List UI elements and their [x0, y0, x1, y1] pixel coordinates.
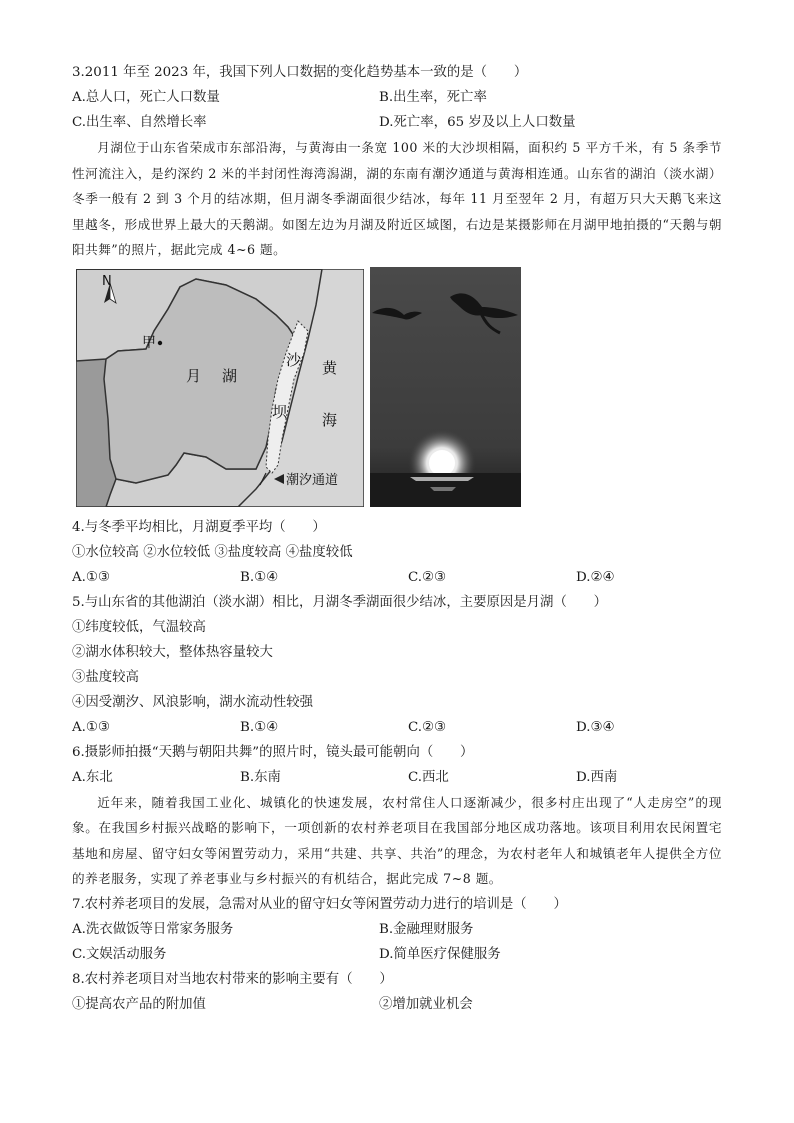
q8-option-2: ②增加就业机会: [379, 996, 473, 1012]
q7-option-b: B.金融理财服务: [379, 921, 474, 937]
sea-label-2: 海: [322, 410, 338, 429]
sun-reflection: [410, 477, 474, 481]
q7-option-d: D.简单医疗保健服务: [379, 946, 501, 962]
q3-option-c: C.出生率、自然增长率: [72, 115, 207, 130]
passage-elderly-care: 近年来，随着我国工业化、城镇化的快速发展，农村常住人口逐渐减少，很多村庄出现了“人走房空”的现象。在我国乡村振兴战略的影响下，一项创新的农村养老项目在我国部分地区成功落地。该项目利用农民闲置宅基地和房屋、留守妇女等闲置劳动力，采用“共建、共享、共治”的理念，为农村老年人和城镇老年人提供全方位的养老服务，实现了养老事业与乡村振兴的有机结合，据此完成 7~8 题。: [72, 794, 722, 886]
q5-option-a: A.①③: [72, 719, 110, 735]
q6-option-b: B.东南: [240, 769, 281, 785]
sun-reflection-2: [430, 487, 456, 491]
q3-option-b: B.出生率，死亡率: [379, 90, 487, 105]
q6-options: [72, 765, 722, 790]
q7-option-c: C.文娱活动服务: [72, 946, 167, 962]
q5-option-d: D.③④: [576, 719, 615, 735]
q7-stem: 7.农村养老项目的发展，急需对从业的留守妇女等闲置劳动力进行的培训是（ ）: [72, 896, 567, 912]
exam-page: [72, 60, 722, 1017]
point-jia-marker: [158, 340, 162, 344]
q3-options-row1: [72, 85, 722, 110]
channel-label: 潮汐通道: [286, 472, 339, 488]
q3-stem: 3.2011 年至 2023 年，我国下列人口数据的变化趋势基本一致的是（ ）: [72, 65, 528, 80]
q4-option-d: D.②④: [576, 569, 615, 585]
q4-option-b: B.①④: [240, 569, 279, 585]
point-jia-label: 甲: [142, 334, 156, 351]
q7-options-row2: [72, 942, 722, 967]
figures: [72, 267, 722, 513]
q6-option-d: D.西南: [576, 769, 618, 785]
q4-options: [72, 565, 722, 590]
q8-option-1: ①提高农产品的附加值: [72, 996, 206, 1012]
q5-stem: 5.与山东省的其他湖泊（淡水湖）相比，月湖冬季湖面很少结冰，主要原因是月湖（ ）: [72, 594, 608, 610]
q5-item-3: ③盐度较高: [72, 669, 139, 685]
passage-yuehu: 月湖位于山东省荣成市东部沿海，与黄海由一条宽 100 米的大沙坝相隔，面积约 5 平方千米，有 5 条季节性河流注入，是约深约 2 米的半封闭性海湾潟湖，湖的东南有潮汐通道与黄海相连通。山东省的湖泊（淡水湖）冬季一般有 2 到 3 个月的结冰期，但月湖冬季湖面很少结冰，每年 11 月至翌年 2 月，有超万只大天鹅飞来这里越冬，形成世界上最大的天鹅湖。如图左边为月湖及附近区域图，右边是某摄影师在月湖甲地拍摄的“天鹅与朝阳共舞”的照片，据此完成 4~6 题。: [72, 140, 722, 257]
sandbar-label-1: 沙: [286, 350, 302, 369]
sea-label-1: 黄: [322, 358, 338, 377]
sun-icon: [429, 450, 455, 476]
swan-sunrise-photo: [370, 267, 521, 507]
q6-stem: 6.摄影师拍摄“天鹅与朝阳共舞”的照片时，镜头最可能朝向（ ）: [72, 744, 474, 760]
lake-label-2: 湖: [222, 366, 238, 385]
q4-choices: ①水位较高 ②水位较低 ③盐度较高 ④盐度较低: [72, 544, 353, 560]
q3-options-row2: [72, 110, 722, 135]
q7-option-a: A.洗衣做饭等日常家务服务: [72, 921, 234, 937]
q4-option-c: C.②③: [408, 569, 447, 585]
q5-options: [72, 715, 722, 740]
q5-item-4: ④因受潮汐、风浪影响，湖水流动性较强: [72, 694, 314, 710]
q5-item-1: ①纬度较低，气温较高: [72, 619, 206, 635]
q6-option-a: A.东北: [72, 769, 113, 785]
q6-option-c: C.西北: [408, 769, 449, 785]
yuehu-map: [76, 269, 364, 507]
q7-options-row1: [72, 917, 722, 942]
q3-option-a: A.总人口，死亡人口数量: [72, 90, 220, 105]
q4-stem: 4.与冬季平均相比，月湖夏季平均（ ）: [72, 519, 326, 535]
q5-option-b: B.①④: [240, 719, 279, 735]
q8-stem: 8.农村养老项目对当地农村带来的影响主要有（ ）: [72, 971, 393, 987]
q5-option-c: C.②③: [408, 719, 447, 735]
q4-option-a: A.①③: [72, 569, 110, 585]
q5-item-2: ②湖水体积较大，整体热容量较大: [72, 644, 273, 660]
sandbar-label-2: 坝: [272, 402, 288, 421]
lake-label-1: 月: [186, 366, 202, 385]
q3-option-d: D.死亡率，65 岁及以上人口数量: [379, 115, 576, 130]
q8-options-row1: [72, 992, 722, 1017]
north-label: N: [102, 273, 112, 289]
